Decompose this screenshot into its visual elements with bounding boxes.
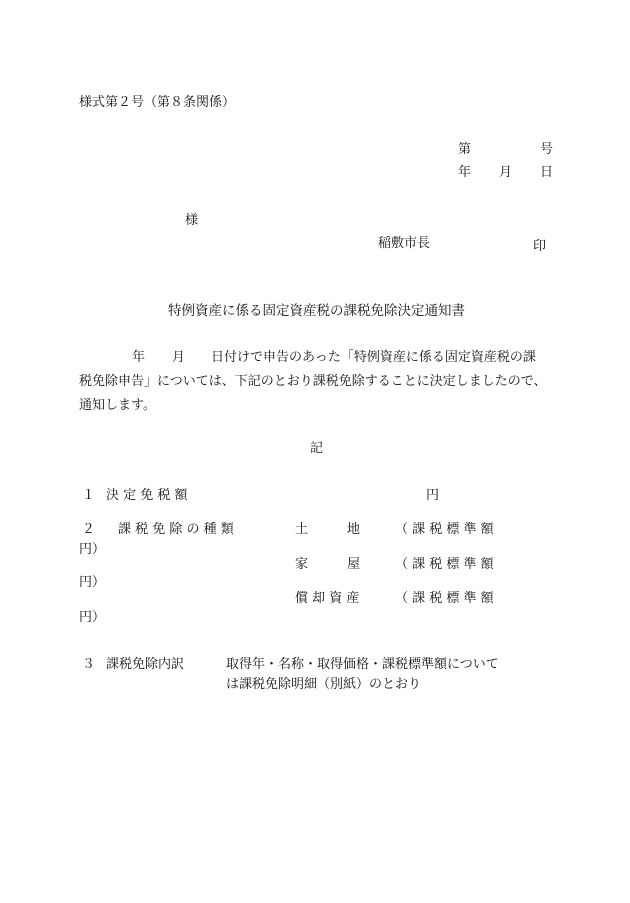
body-date-year: 年 xyxy=(132,350,146,365)
doc-date-day: 日 xyxy=(540,165,554,180)
body-line-1: 日付けで申告のあった「特例資産に係る固定資産税の課 xyxy=(211,350,536,365)
item-2-kind-house: 家 屋 xyxy=(295,557,361,572)
item-2-kind-house-close: 円） xyxy=(79,575,106,590)
item-2-label: 課 税 免 除 の 種 類 xyxy=(118,522,234,537)
page-title: 特例資産に係る固定資産税の課税免除決定通知書 xyxy=(168,303,465,319)
item-2-kind-depreciable: 償 却 資 産 xyxy=(295,591,360,606)
item-2-kind-depreciable-paren: （ 課 税 標 準 額 xyxy=(395,591,494,606)
item-1-unit: 円 xyxy=(426,488,440,503)
addressee-honorific: 様 xyxy=(185,213,199,228)
item-2-kind-house-paren: （ 課 税 標 準 額 xyxy=(395,557,494,572)
doc-date-month: 月 xyxy=(499,165,513,180)
ki-heading: 記 xyxy=(310,441,324,456)
issuer-name: 稲敷市長 xyxy=(378,236,431,251)
item-3-number: ３ xyxy=(82,657,96,672)
item-3-detail-2: は課税免除明細（別紙）のとおり xyxy=(226,677,422,692)
item-2-number: ２ xyxy=(82,522,96,537)
item-2-kind-land-close: 円） xyxy=(79,542,106,557)
doc-number-dai: 第 xyxy=(458,142,472,157)
item-2-kind-land-paren: （ 課 税 標 準 額 xyxy=(395,522,494,537)
item-3-detail-1: 取得年・名称・取得価格・課税標準額について xyxy=(226,657,499,672)
doc-date-year: 年 xyxy=(458,165,472,180)
item-1-label: 決 定 免 税 額 xyxy=(106,488,188,503)
body-line-3: 通知します。 xyxy=(79,398,156,413)
body-date-month: 月 xyxy=(172,350,186,365)
body-line-2: 税免除申告」については、下記のとおり課税免除することに決定しましたので、 xyxy=(79,374,547,389)
item-1-number: １ xyxy=(82,488,96,503)
item-2-kind-land: 土 地 xyxy=(295,522,361,537)
doc-number-go: 号 xyxy=(540,142,554,157)
seal-mark: 印 xyxy=(533,239,547,254)
form-number: 様式第２号（第８条関係） xyxy=(79,95,236,110)
item-2-kind-depreciable-close: 円） xyxy=(79,610,106,625)
item-3-label: 課税免除内訳 xyxy=(106,657,185,672)
